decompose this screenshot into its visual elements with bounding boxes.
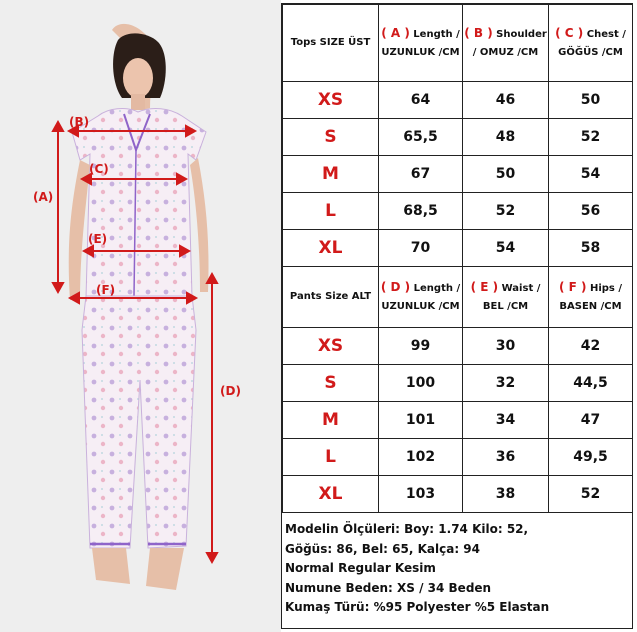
pants-length-value: 102: [379, 439, 463, 476]
table-row: [283, 156, 633, 193]
pants-length-value: 99: [379, 328, 463, 365]
tops-title: Tops SIZE ÜST: [283, 5, 379, 82]
tops-chest-value: 52: [549, 119, 633, 156]
tops-chest-value: 54: [549, 156, 633, 193]
measure-label-d: (D): [220, 384, 241, 398]
table-row: [283, 402, 633, 439]
tops-shoulder-value: 54: [463, 230, 549, 267]
tops-header-chest: ( C ) Chest / GÖĞÜS /CM: [549, 5, 633, 82]
pants-waist-value: 34: [463, 402, 549, 439]
size-label: XS: [283, 82, 379, 119]
tops-length-value: 64: [379, 82, 463, 119]
pants-length-value: 101: [379, 402, 463, 439]
measure-label-f: (F): [96, 283, 116, 297]
pants-hips-value: 47: [549, 402, 633, 439]
size-label: XL: [283, 230, 379, 267]
tops-chest-value: 58: [549, 230, 633, 267]
note-line: Modelin Ölçüleri: Boy: 1.74 Kilo: 52,: [285, 522, 529, 536]
tops-chest-value: 50: [549, 82, 633, 119]
pants-header-waist: ( E ) Waist / BEL /CM: [463, 267, 549, 328]
pants-waist-value: 32: [463, 365, 549, 402]
pants-hips-value: 49,5: [549, 439, 633, 476]
table-row: [283, 230, 633, 267]
measure-label-b: (B): [69, 115, 90, 129]
face: [123, 58, 153, 98]
size-label: L: [283, 193, 379, 230]
note-line: Göğüs: 86, Bel: 65, Kalça: 94: [285, 541, 480, 556]
table-row: [283, 328, 633, 365]
pants-waist-value: 38: [463, 476, 549, 513]
tops-length-value: 70: [379, 230, 463, 267]
measure-label-c: (C): [89, 162, 109, 176]
pants-length-value: 100: [379, 365, 463, 402]
pajama-pants: [82, 296, 196, 548]
tops-shoulder-value: 46: [463, 82, 549, 119]
size-label: M: [283, 156, 379, 193]
tops-length-value: 67: [379, 156, 463, 193]
tops-header-length: ( A ) Length / UZUNLUK /CM: [379, 5, 463, 82]
size-label: XS: [283, 328, 379, 365]
tops-length-value: 65,5: [379, 119, 463, 156]
pants-waist-value: 36: [463, 439, 549, 476]
table-row: [283, 119, 633, 156]
note-line: Numune Beden: XS / 34 Beden: [285, 580, 492, 595]
table-row: [283, 439, 633, 476]
pants-title: Pants Size ALT: [283, 267, 379, 328]
size-label: XL: [283, 476, 379, 513]
pants-hips-value: 42: [549, 328, 633, 365]
pants-hips-value: 44,5: [549, 365, 633, 402]
measure-label-a: (A): [33, 190, 54, 204]
tops-shoulder-value: 48: [463, 119, 549, 156]
pants-header-row: [283, 267, 633, 328]
tops-shoulder-value: 52: [463, 193, 549, 230]
model-photo: [0, 0, 281, 632]
model-notes: [285, 520, 629, 618]
tops-chest-value: 56: [549, 193, 633, 230]
table-row: [283, 476, 633, 513]
tops-header-row: [283, 5, 633, 82]
note-line: Kumaş Türü: %95 Polyester %5 Elastan: [285, 600, 550, 614]
tops-length-value: 68,5: [379, 193, 463, 230]
tops-header-shoulder: ( B ) Shoulder / OMUZ /CM: [463, 5, 549, 82]
size-label: S: [283, 119, 379, 156]
model-illustration: [0, 0, 281, 632]
table-row: [283, 365, 633, 402]
size-label: S: [283, 365, 379, 402]
tops-shoulder-value: 50: [463, 156, 549, 193]
pants-length-value: 103: [379, 476, 463, 513]
size-table: [282, 4, 633, 513]
size-label: L: [283, 439, 379, 476]
table-row: [283, 82, 633, 119]
table-row: [283, 193, 633, 230]
size-chart: [281, 3, 633, 629]
pants-header-length: ( D ) Length / UZUNLUK /CM: [379, 267, 463, 328]
pants-header-hips: ( F ) Hips / BASEN /CM: [549, 267, 633, 328]
pants-waist-value: 30: [463, 328, 549, 365]
measure-label-e: (E): [88, 232, 108, 246]
note-line: Normal Regular Kesim: [285, 561, 436, 575]
size-label: M: [283, 402, 379, 439]
pants-hips-value: 52: [549, 476, 633, 513]
